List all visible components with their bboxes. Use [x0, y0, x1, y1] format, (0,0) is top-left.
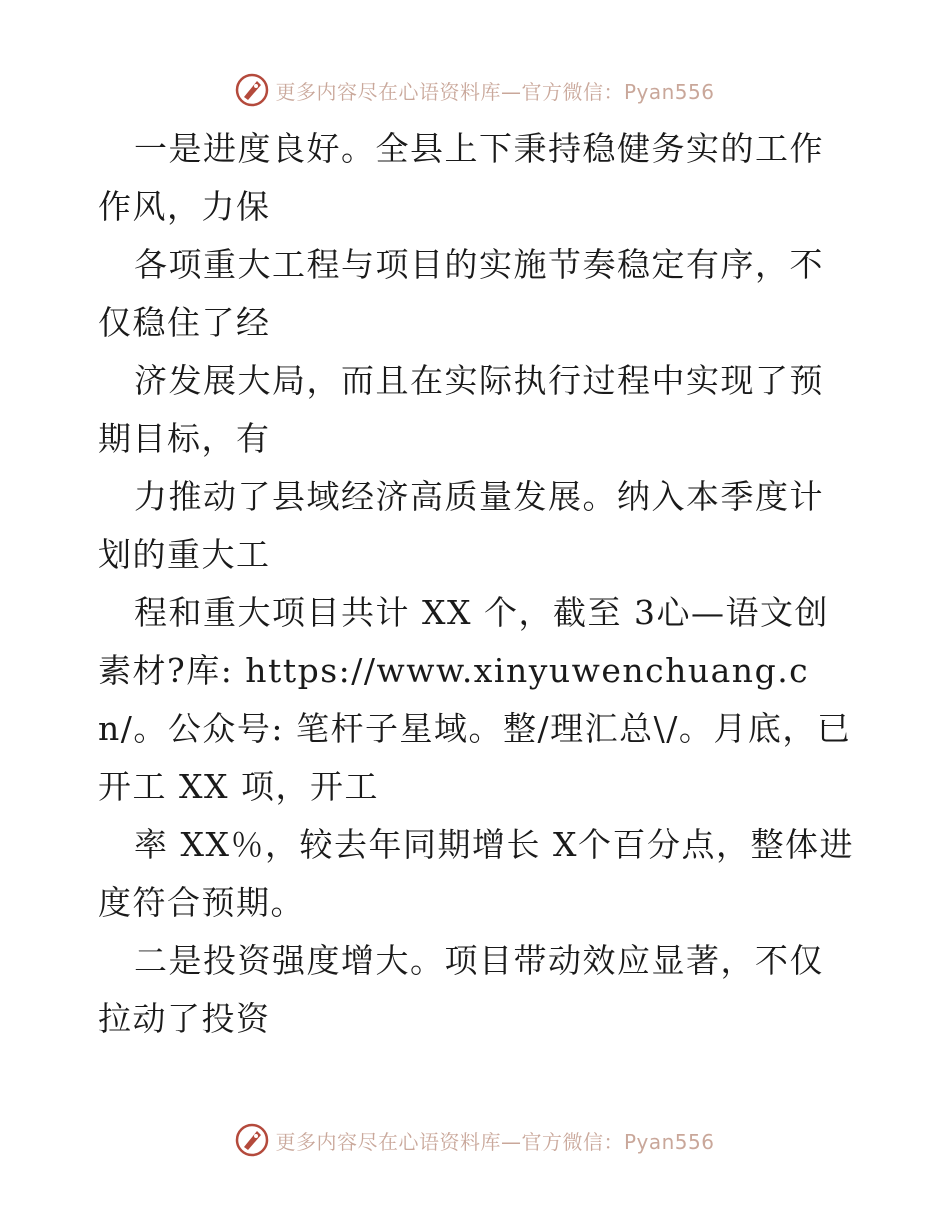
paragraph: 一是进度良好。全县上下秉持稳健务实的工作作风，力保 [98, 129, 824, 226]
header-watermark-text: 更多内容尽在心语资料库—官方微信：Pyan556 [275, 79, 715, 104]
paragraph: 济发展大局，而且在实际执行过程中实现了预期目标，有 [98, 361, 824, 458]
pen-nib-logo-icon [235, 73, 269, 107]
paragraph: 各项重大工程与项目的实施节奏稳定有序，不仅稳住了经 [98, 245, 824, 342]
document-body [98, 120, 858, 1048]
pen-nib-logo-icon [235, 1123, 269, 1157]
paragraph: 率 XX％，较去年同期增长 X个百分点，整体进度符合预期。 [98, 825, 854, 922]
footer-watermark-text: 更多内容尽在心语资料库—官方微信：Pyan556 [275, 1129, 715, 1154]
header-watermark-banner [0, 70, 950, 110]
footer-watermark-banner [0, 1120, 950, 1160]
paragraph: 程和重大项目共计 XX 个，截至 3心—语文创素材?库: https://www.xinyuwenchuang.cn/。公众号: 笔杆子星域。整/理汇总\/。月底，已开工 XX 项，开工 [98, 593, 852, 806]
paragraph: 力推动了县域经济高质量发展。纳入本季度计划的重大工 [98, 477, 824, 574]
paragraph: 二是投资强度增大。项目带动效应显著，不仅拉动了投资 [98, 941, 824, 1038]
